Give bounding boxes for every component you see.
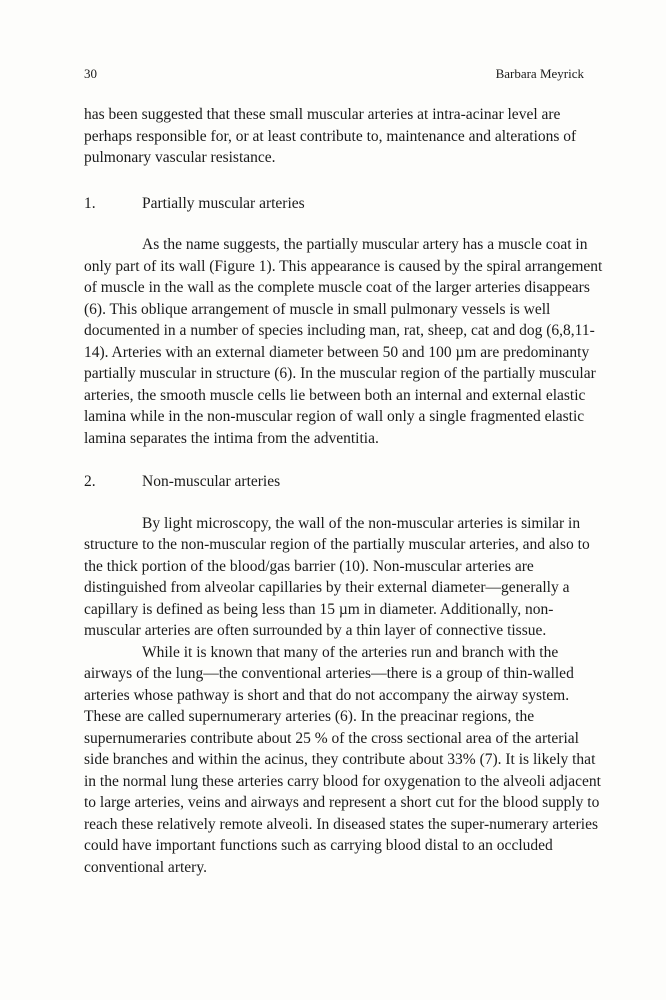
body-text bbox=[84, 104, 604, 878]
page-number: 30 bbox=[84, 66, 97, 81]
section-heading-1 bbox=[84, 193, 604, 215]
section-title: Partially muscular arteries bbox=[142, 194, 305, 212]
section-title: Non-muscular arteries bbox=[142, 473, 281, 490]
section-2-paragraph-2: While it is known that many of the arteries run and branch with the airways of the lung—the conventional arteries—there is a group of thin-walled arteries whose pathway is short and that do not accompany the airway system. These are called supernumerary arteries (6). In the preacinar regions, the supernumeraries contribute about 25 % of the cross sectional area of the arterial side branches and within the acinus, they contribute about 33% (7). It is likely that in the normal lung these arteries carry blood for oxygenation to the alveoli adjacent to large arteries, veins and airways and represent a short cut for the blood supply to reach these relatively remote alveoli. In diseased states the super-numerary arteries could have important functions such as carrying blood distal to an occluded conventional artery. bbox=[84, 643, 601, 876]
page-header bbox=[84, 66, 584, 86]
intro-paragraph: has been suggested that these small muscular arteries at intra-acinar level are perhaps responsible for, or at least contribute to, maintenance and alterations of pulmonary vascular resistance. bbox=[84, 106, 577, 166]
section-1-paragraph: As the name suggests, the partially muscular artery has a muscle coat in only part of its wall (Figure 1). This appearance is caused by the spiral arrangement of muscle in the wall as the complete muscle coat of the larger arteries disappears (6). This oblique arrangement of muscle in small pulmonary vessels is well documented in a number of species including man, rat, sheep, cat and dog (6,8,11-14). Arteries with an external diameter between 50 and 100 µm are predominanty partially muscular in structure (6). In the muscular region of the partially muscular arteries, the smooth muscle cells lie between both an internal and external elastic lamina while in the non-muscular region of wall only a single fragmented elastic lamina separates the intima from the adventitia. bbox=[84, 236, 603, 447]
running-head: Barbara Meyrick bbox=[495, 66, 584, 81]
section-heading-2 bbox=[84, 471, 604, 493]
section-number: 1. bbox=[84, 194, 96, 212]
section-2-paragraph-1: By light microscopy, the wall of the non-muscular arteries is similar in structure to the non-muscular region of the partially muscular arteries, and also to the thick portion of the blood/gas barrier (10). Non-muscular arteries are distinguished from alveolar capillaries by their external diameter—generally a capillary is defined as being less than 15 µm in diameter. Additionally, non-muscular arteries are often surrounded by a thin layer of connective tissue. bbox=[84, 514, 590, 639]
section-number: 2. bbox=[84, 473, 96, 490]
